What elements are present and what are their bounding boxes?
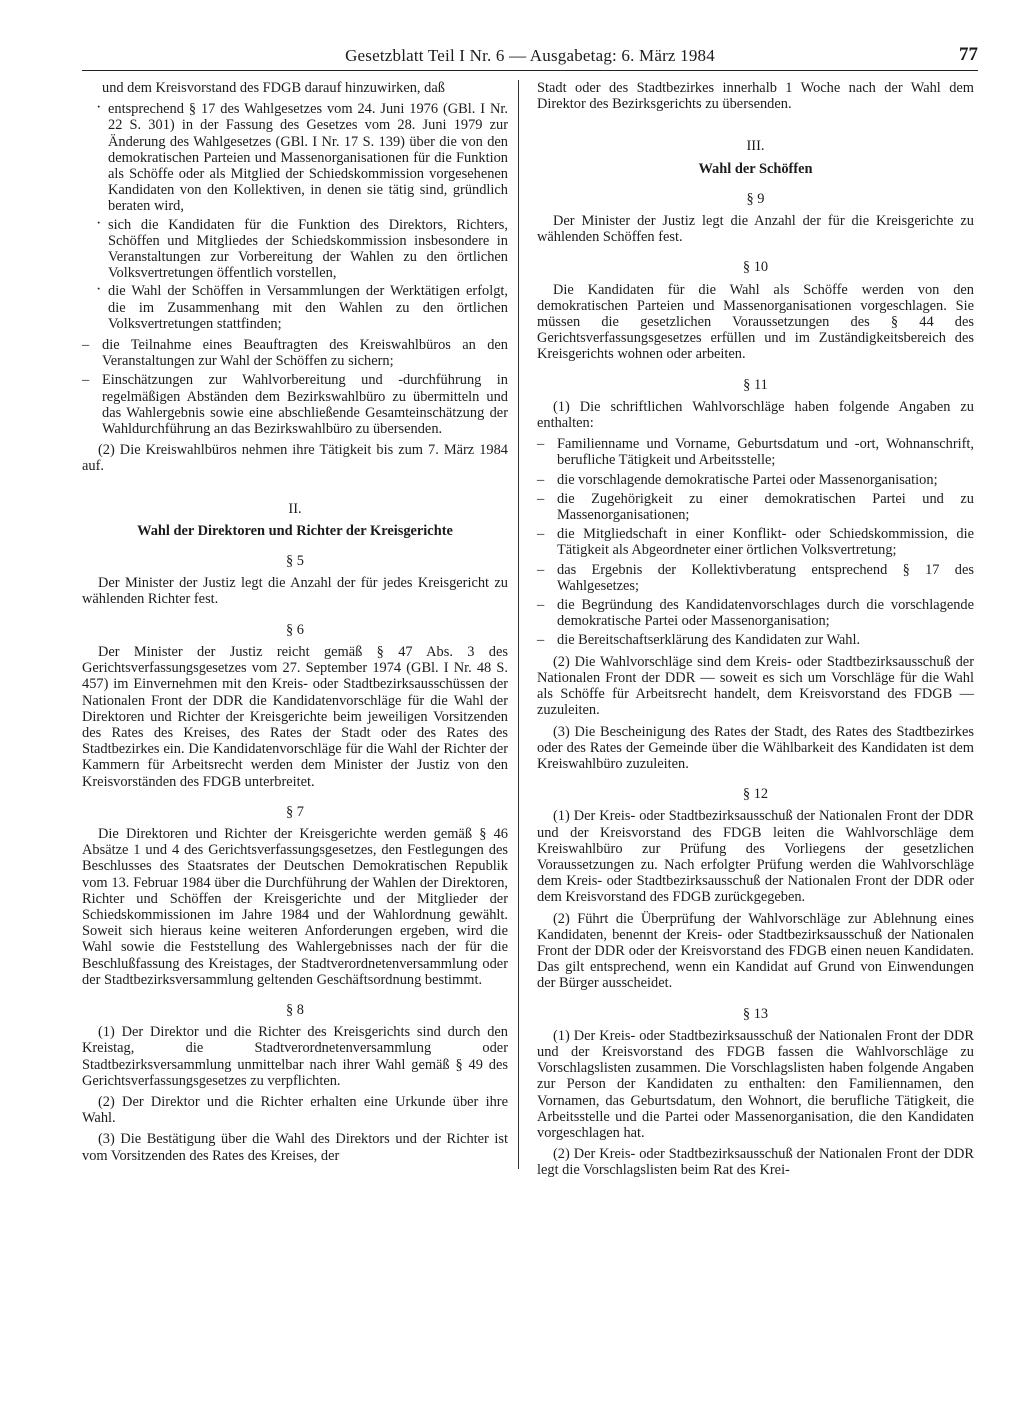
paragraph-2: (2) Die Kreiswahlbüros nehmen ihre Tätigkeit bis zum 7. März 1984 auf. — [82, 442, 508, 475]
section-13-label: § 13 — [742, 1005, 769, 1022]
section-8-paragraph-3: (3) Die Bestätigung über die Wahl des Direktors und der Richter ist vom Vorsitzenden des Rates des Kreises, der — [82, 1131, 508, 1164]
section-11-paragraph-1: (1) Die schriftlichen Wahlvorschläge haben folgende Angaben zu enthalten: — [537, 398, 974, 432]
section-13-paragraph-2: (2) Der Kreis- oder Stadtbezirksausschuß der Nationalen Front der DDR legt die Vorschlagslisten beim Rat des Krei- — [537, 1146, 974, 1179]
page-number: 77 — [959, 44, 978, 65]
section-12-label: § 12 — [742, 786, 769, 803]
dash-list — [82, 337, 508, 437]
section-12-paragraph-2: (2) Führt die Überprüfung der Wahlvorschläge zur Ablehnung eines Kandidaten, benennt der Kreis- oder Stadtbezirksausschuß der Nationalen Front der DDR oder der Kreisvorstand des FDGB einen neuen Kandidaten. Das gilt entsprechend, wenn ein Kandidat auf Grund von Einwendungen der Bürger ausscheidet. — [537, 910, 974, 992]
section-5-label: § 5 — [286, 553, 304, 570]
section-13-paragraph-1: (1) Der Kreis- oder Stadtbezirksausschuß der Nationalen Front der DDR und der Kreisvorstand des FDGB fassen die Wahlvorschläge zu Vorschlagslisten zusammen. Die Vorschlagslisten haben folgende Angaben zur Person der Kandidaten zu enthalten: den Familiennamen, den Vornamen, das Geburtsdatum, den Wohnort, die berufliche Tätigkeit, die Arbeitsstelle und die Partei oder Massenorganisation, die den Kandidaten vorgeschlagen hat. — [537, 1027, 974, 1141]
right-column — [537, 80, 974, 1184]
dash-item: – die Mitgliedschaft in einer Konflikt- oder Schiedskommission, die Tätigkeit als Abgeordneter einer örtlichen Volksvertretung; — [537, 526, 974, 558]
dash-item: – das Ergebnis der Kollektivberatung entsprechend § 17 des Wahlgesetzes; — [537, 562, 974, 594]
dash-item: – die vorschlagende demokratische Partei oder Massenorganisation; — [537, 472, 974, 488]
section-5-text: Der Minister der Justiz legt die Anzahl der für jedes Kreisgericht zu wählenden Richter fest. — [82, 575, 508, 608]
continuation-paragraph: Stadt oder des Stadtbezirkes innerhalb 1 Woche nach der Wahl dem Direktor des Bezirksgerichts zu übersenden. — [537, 80, 974, 113]
dash-item: – die Zugehörigkeit zu einer demokratischen Partei und zu Massenorganisationen; — [537, 491, 974, 523]
section-9-text: Der Minister der Justiz legt die Anzahl der für die Kreisgerichte zu wählenden Schöffen fest. — [537, 213, 974, 246]
chapter-heading-iii: Wahl der Schöffen — [698, 160, 813, 177]
section-7-label: § 7 — [286, 803, 304, 820]
section-7-text: Die Direktoren und Richter der Kreisgerichte werden gemäß § 46 Absätze 1 und 4 des Gerichtsverfassungsgesetzes, den Festlegungen des Beschlusses des Staatsrates der Deutschen Demokratischen Republik vom 13. Februar 1984 über die Durchführung der Wahlen der Direktoren, Richter und Schöffen der Kreisgerichte und der Mitglieder der Schiedskommissionen im Jahre 1984 und der Wahlordnung gewählt. Soweit sich hieraus keine weiteren Anforderungen ergeben, wird die Wahl sowie die Feststellung des Wahlergebnisses nach der für die Beschlußfassung des Kreistages, der Stadtverordnetenversammlung oder der Stadtbezirksversammlung geltenden Geschäftsordnung bestimmt. — [82, 825, 508, 988]
section-8-paragraph-1: (1) Der Direktor und die Richter des Kreisgerichts sind durch den Kreistag, die Stadtverordnetenversammlung oder Stadtbezirksversammlung unmittelbar nach ihrer Wahl gemäß § 49 des Gerichtsverfassungsgesetzes zu verpflichten. — [82, 1024, 508, 1089]
left-column — [82, 80, 519, 1169]
section-10-text: Die Kandidaten für die Wahl als Schöffe werden von den demokratischen Parteien und Massenorganisationen vorgeschlagen. Sie müssen die gesetzlichen Voraussetzungen des § 44 des Gerichtsverfassungsgesetzes erfüllen und im Zuständigkeitsbereich des Kreisgerichts wohnen oder arbeiten. — [537, 281, 974, 363]
section-10-label: § 10 — [742, 259, 769, 276]
section-11-paragraph-2: (2) Die Wahlvorschläge sind dem Kreis- oder Stadtbezirksausschuß der Nationalen Front der DDR — soweit es sich um Vorschläge für die Wahl als Schöffe für Arbeitsrecht handelt, dem Kreisvorstand des FDGB — zuzuleiten. — [537, 653, 974, 719]
dot-item: · die Wahl der Schöffen in Versammlungen der Werktätigen erfolgt, die im Zusammenhang mit den Wahlen zu den örtlichen Volksvertretungen stattfinden; — [82, 283, 508, 332]
section-6-text: Der Minister der Justiz reicht gemäß § 47 Abs. 3 des Gerichtsverfassungsgesetzes vom 27. September 1974 (GBl. I Nr. 48 S. 457) im Einvernehmen mit den Kreis- oder Stadtbezirksausschüssen der Nationalen Front der DDR die Kandidatenvorschläge für die Wahl der Direktoren und Richter der Kreisgerichte beim jeweiligen Vorsitzenden des Rates des Kreises, des Rates der Stadt oder des Rates des Stadtbezirkes ein. Die Kandidatenvorschläge für die Wahl der Richter der Kammern für Arbeitsrecht werden dem Minister der Justiz von den Kreisvorständen des FDGB unterbreitet. — [82, 643, 508, 790]
intro-paragraph: und dem Kreisvorstand des FDGB darauf hinzuwirken, daß — [102, 80, 445, 96]
chapter-number-iii: III. — [746, 138, 765, 155]
chapter-number-ii: II. — [288, 500, 302, 517]
dot-list — [82, 101, 508, 332]
dash-item: – die Teilnahme eines Beauftragten des Kreiswahlbüros an den Veranstaltungen zur Wahl der Schöffen zu sichern; — [82, 337, 508, 369]
section-11-list — [537, 436, 974, 648]
dash-item: – Familienname und Vorname, Geburtsdatum und -ort, Wohnanschrift, berufliche Tätigkeit und Arbeitsstelle; — [537, 436, 974, 468]
section-11-label: § 11 — [743, 376, 768, 393]
section-8-label: § 8 — [286, 1001, 304, 1018]
dot-item: · entsprechend § 17 des Wahlgesetzes vom 24. Juni 1976 (GBl. I Nr. 22 S. 301) in der Fassung des Gesetzes vom 28. Juni 1979 zur Änderung des Wahlgesetzes (GBl. I Nr. 17 S. 139) über die von den demokratischen Parteien und Massenorganisationen für die Funktion als Schöffe oder als Mitglied der Schiedskommission vorgesehenen Kandidaten von den Kollektiven, in denen sie tätig sind, gründlich beraten wird, — [82, 101, 508, 214]
section-11-paragraph-3: (3) Die Bescheinigung des Rates der Stadt, des Rates des Stadtbezirkes oder des Rates der Gemeinde über die Wählbarkeit des Kandidaten ist dem Kreiswahlbüro zuzuleiten. — [537, 723, 974, 772]
section-12-paragraph-1: (1) Der Kreis- oder Stadtbezirksausschuß der Nationalen Front der DDR und der Kreisvorstand des FDGB leiten die Wahlvorschläge dem Kreiswahlbüro zur Prüfung des Vorliegens der gesetzlichen Voraussetzungen zu. Nach erfolgter Prüfung werden die Wahlvorschläge dem Kreis- oder Stadtbezirksausschuß der Nationalen Front der DDR oder dem Kreisvorstand des FDGB zurückgegeben. — [537, 808, 974, 906]
section-8-paragraph-2: (2) Der Direktor und die Richter erhalten eine Urkunde über ihre Wahl. — [82, 1093, 508, 1127]
page-header-title: Gesetzblatt Teil I Nr. 6 — Ausgabetag: 6. März 1984 — [345, 46, 715, 65]
section-6-label: § 6 — [286, 621, 304, 638]
dash-item: – die Bereitschaftserklärung des Kandidaten zur Wahl. — [537, 632, 974, 648]
section-9-label: § 9 — [746, 190, 765, 207]
dot-item: · sich die Kandidaten für die Funktion des Direktors, Richters, Schöffen und Mitgliedes der Schiedskommission insbesondere in Veranstaltungen zur Vorbereitung der Wahlen zu den örtlichen Volksvertretungen öffentlich vorstellen, — [82, 217, 508, 282]
dash-item: – Einschätzungen zur Wahlvorbereitung und -durchführung in regelmäßigen Abständen dem Bezirkswahlbüro zu übermitteln und das Wahlergebnis sowie eine abschließende Gesamteinschätzung der Wahldurchführung an das Bezirkswahlbüro zu übersenden. — [82, 372, 508, 437]
page-header — [82, 46, 978, 71]
dash-item: – die Begründung des Kandidatenvorschlages durch die vorschlagende demokratische Partei oder Massenorganisation; — [537, 597, 974, 629]
chapter-heading-ii: Wahl der Direktoren und Richter der Kreisgerichte — [137, 522, 453, 539]
